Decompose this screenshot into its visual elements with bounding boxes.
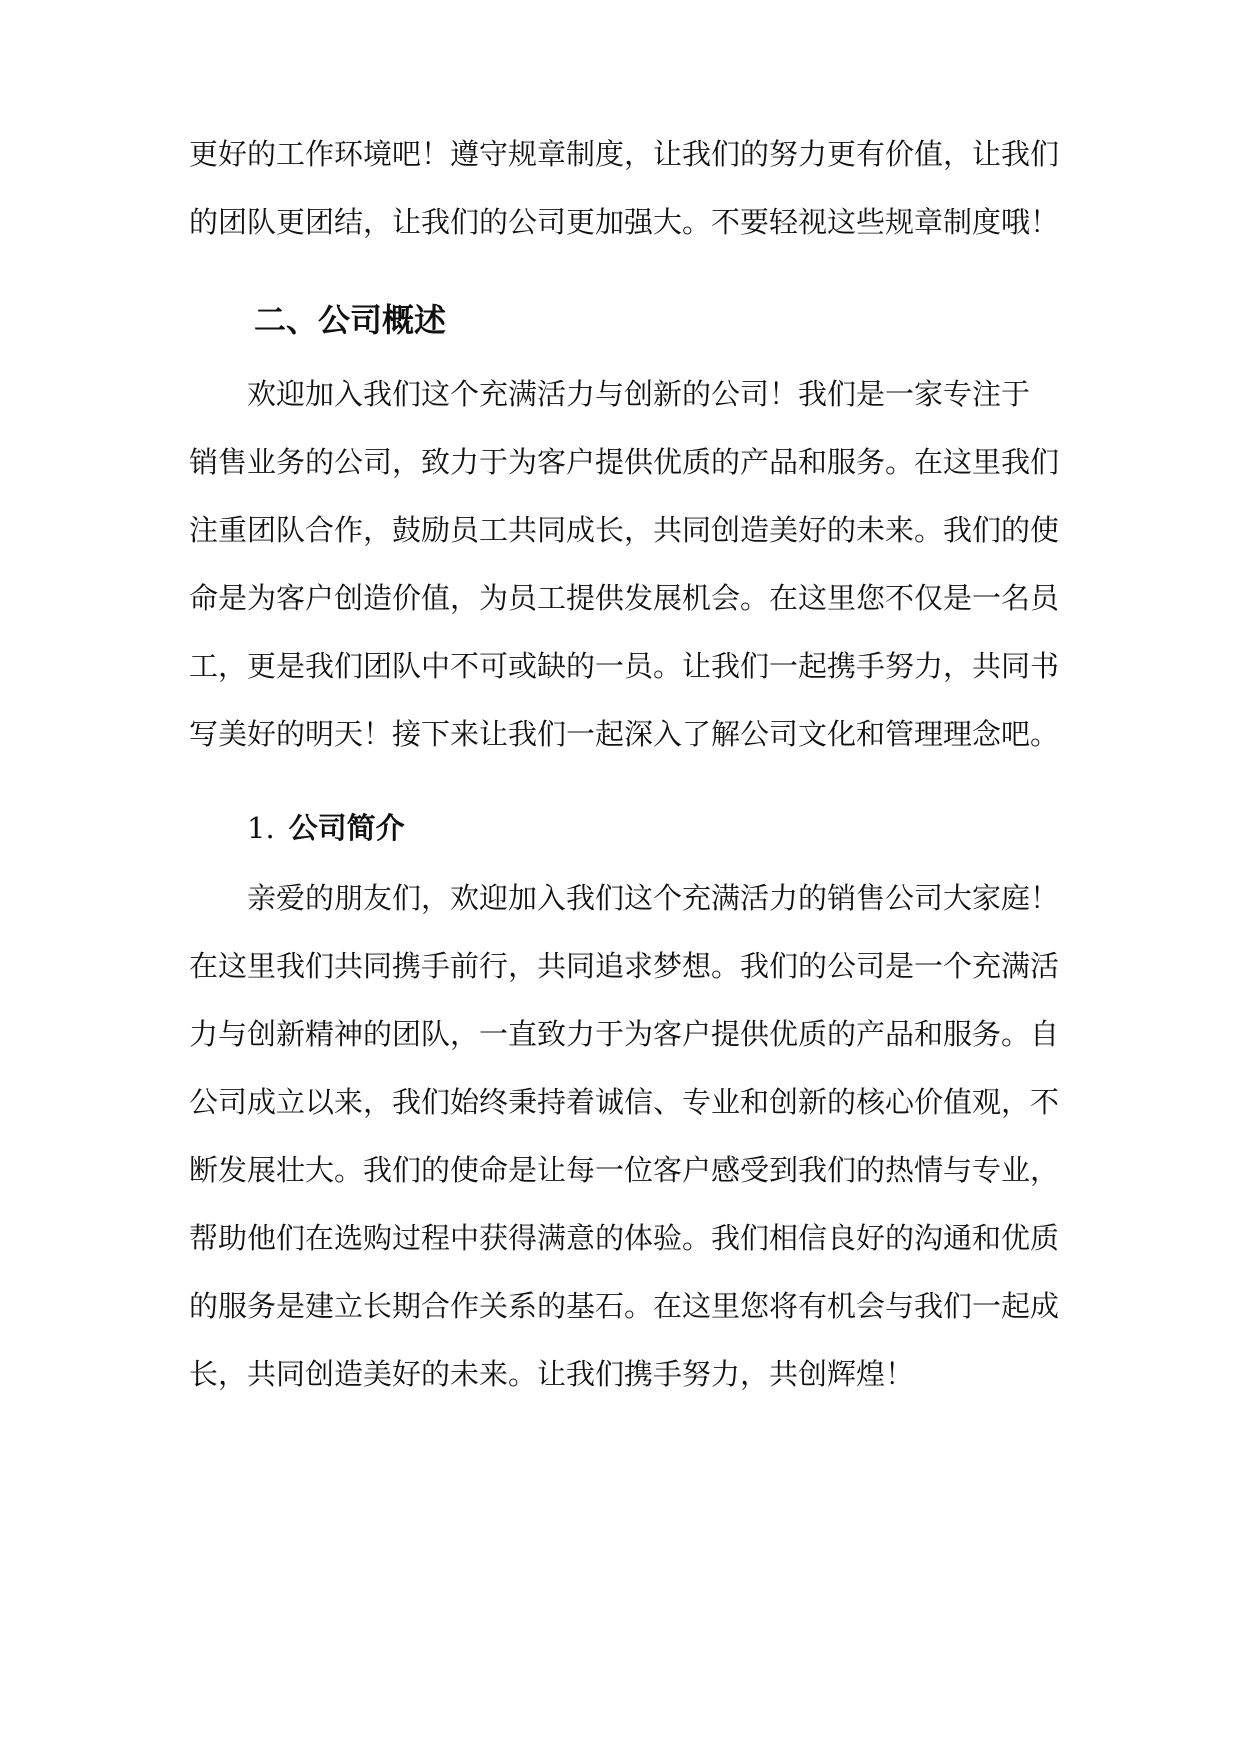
paragraph-line: 断发展壮大。我们的使命是让每一位客户感受到我们的热情与专业， bbox=[189, 1153, 1060, 1187]
paragraph-line: 亲爱的朋友们，欢迎加入我们这个充满活力的销售公司大家庭！ bbox=[247, 881, 1060, 915]
paragraph-line: 更好的工作环境吧！遵守规章制度，让我们的努力更有价值，让我们 bbox=[189, 137, 1060, 171]
paragraph-line: 的服务是建立长期合作关系的基石。在这里您将有机会与我们一起成 bbox=[189, 1289, 1060, 1323]
paragraph-line: 的团队更团结，让我们的公司更加强大。不要轻视这些规章制度哦！ bbox=[189, 205, 1060, 239]
paragraph-line: 销售业务的公司，致力于为客户提供优质的产品和服务。在这里我们 bbox=[189, 445, 1060, 479]
paragraph-line: 写美好的明天！接下来让我们一起深入了解公司文化和管理理念吧。 bbox=[189, 717, 1060, 751]
section-heading: 二、公司概述 bbox=[254, 301, 447, 339]
paragraph-line: 长，共同创造美好的未来。让我们携手努力，共创辉煌！ bbox=[189, 1357, 915, 1391]
subsection-title: 公司简介 bbox=[288, 811, 405, 845]
paragraph-line: 力与创新精神的团队，一直致力于为客户提供优质的产品和服务。自 bbox=[189, 1017, 1060, 1051]
paragraph-line: 欢迎加入我们这个充满活力与创新的公司！我们是一家专注于 bbox=[247, 377, 1031, 411]
subsection-heading bbox=[247, 810, 405, 846]
paragraph-line: 命是为客户创造价值，为员工提供发展机会。在这里您不仅是一名员 bbox=[189, 581, 1060, 615]
paragraph-line: 帮助他们在选购过程中获得满意的体验。我们相信良好的沟通和优质 bbox=[189, 1221, 1060, 1255]
paragraph-line: 在这里我们共同携手前行，共同追求梦想。我们的公司是一个充满活 bbox=[189, 949, 1060, 983]
paragraph-line: 注重团队合作，鼓励员工共同成长，共同创造美好的未来。我们的使 bbox=[189, 513, 1060, 547]
paragraph-line: 公司成立以来，我们始终秉持着诚信、专业和创新的核心价值观，不 bbox=[189, 1085, 1060, 1119]
subsection-number: 1. bbox=[247, 811, 275, 845]
paragraph-line: 工，更是我们团队中不可或缺的一员。让我们一起携手努力，共同书 bbox=[189, 649, 1060, 683]
